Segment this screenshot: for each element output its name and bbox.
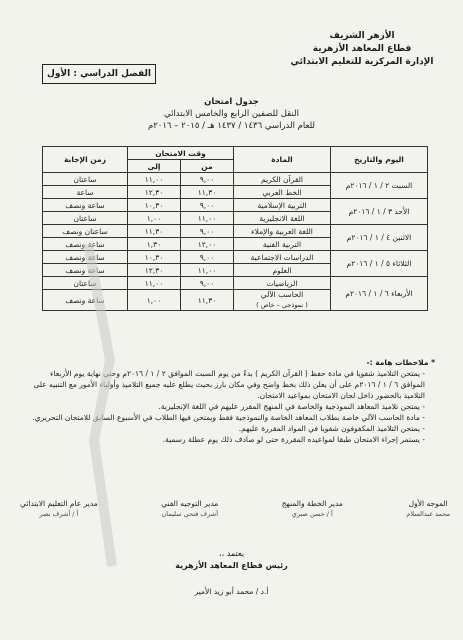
from-cell: ٩,٠٠ — [181, 199, 234, 212]
duration-cell: ساعة — [43, 186, 128, 199]
subject-cell: الرياضيات — [234, 277, 331, 290]
subject-note: ( نموذجي – خاص ) — [256, 301, 308, 309]
title-line-1: جدول امتحان — [204, 97, 259, 107]
approval-block — [0, 548, 463, 598]
signature-block — [282, 498, 343, 520]
to-cell: ١,٠٠ — [128, 212, 181, 225]
approval-title: رئيس قطاع المعاهد الأزهرية — [175, 561, 288, 570]
subject-cell: التربية الإسلامية — [234, 199, 331, 212]
col-day-header: اليوم والتاريخ — [331, 147, 428, 173]
duration-cell: ساعتان — [43, 212, 128, 225]
from-cell: ٩,٠٠ — [181, 225, 234, 238]
signature-block — [161, 498, 218, 520]
duration-cell: ساعة ونصف — [43, 290, 128, 311]
from-cell: ١١,٠٠ — [181, 264, 234, 277]
to-cell: ١٠,٣٠ — [128, 199, 181, 212]
to-cell: ١١,٠٠ — [128, 173, 181, 186]
signatures-row — [20, 498, 450, 520]
header-line-1: الأزهر الشريف — [329, 31, 395, 41]
signature-name: أ / حسن صبري — [291, 510, 333, 518]
note-item: - مادة الحاسب الآلي خاصة بطلاب المعاهد الخاصة والنموذجية فقط ويمتحن فيها الطلاب في الأسبوع السابق للامتحان التحريري. — [32, 413, 425, 422]
term-label-box: الفصل الدراسي : الأول — [42, 64, 156, 84]
subject-cell: الدراسات الاجتماعية — [234, 251, 331, 264]
to-cell: ١١,٠٠ — [128, 277, 181, 290]
day-cell: الاثنين ٤ / ١ / ٢٠١٦م — [331, 225, 428, 251]
subject-name: الحاسب الآلي — [260, 290, 304, 299]
duration-cell: ساعة ونصف — [43, 238, 128, 251]
signature-block — [20, 498, 98, 520]
subject-cell: القرآن الكريم — [234, 173, 331, 186]
signature-block — [406, 498, 450, 520]
note-text: يمتحن التلاميذ شفويا في مادة حفظ ( القرآن الكريم ) بدءً من يوم السبت الموافق ٢ / ١ / ٢٠١٦م وحتى نهاية يوم الأربعاء الموافق ٦ / ١ / ٢٠١٦م على أن يعلن ذلك بخط واضح وفي مكان بارز بحيث يطلع عليه جميع التلاميذ وأولياء الأمور مع التنبيه على التلاميذ بالحضور داخل لجان الامتحان بمواعيد الامتحان. — [33, 369, 425, 400]
subject-cell: اللغة العربية والإملاء — [234, 225, 331, 238]
duration-cell: ساعتان — [43, 277, 128, 290]
note-text: يمتحن التلاميذ المكفوفون شفويا في المواد المقررة عليهم. — [238, 424, 420, 433]
header-line-3: الإدارة المركزية للتعليم الابتدائي — [290, 57, 434, 67]
title-line-2: النقل للصفين الرابع والخامس الابتدائي — [164, 109, 299, 119]
approval-name: أ.د / محمد أبو زيد الأمير — [194, 587, 269, 596]
from-cell: ١١,٣٠ — [181, 186, 234, 199]
signature-name: أ / أشرف نصر — [39, 510, 79, 518]
note-item: - يستمر إجراء الامتحان طبقا لمواعيده المقررة حتى لو صادف ذلك يوم عطلة رسمية. — [162, 435, 425, 444]
signature-title: مدير التوجيه الفني — [161, 499, 219, 508]
to-cell: ١٢,٣٠ — [128, 186, 181, 199]
to-cell: ١١,٣٠ — [128, 225, 181, 238]
duration-cell: ساعة ونصف — [43, 199, 128, 212]
to-cell: ١٢,٣٠ — [128, 264, 181, 277]
table-row — [43, 173, 428, 186]
exam-schedule-table — [42, 146, 428, 311]
header-line-2: قطاع المعاهد الأزهرية — [312, 44, 412, 54]
signature-name: أشرف فتحي سليمان — [161, 510, 218, 518]
note-item: - يمتحن التلاميذ شفويا في مادة حفظ ( القرآن الكريم ) بدءً من يوم السبت الموافق ٢ / ١ / ٢٠١٦م وحتى نهاية يوم الأربعاء الموافق ٦ / ١ / ٢٠١٦م على أن يعلن ذلك بخط واضح وفي مكان بارز بحيث يطلع عليه جميع التلاميذ وأولياء الأمور مع التنبيه على التلاميذ بالحضور داخل لجان الامتحان بمواعيد الامتحان. — [33, 369, 425, 400]
signature-title: مدير عام التعليم الابتدائي — [20, 499, 98, 508]
table-row — [43, 277, 428, 290]
signature-title: الموجه الأول — [408, 499, 448, 508]
to-cell: ١,٠٠ — [128, 290, 181, 311]
institution-header — [287, 30, 437, 69]
duration-cell: ساعة ونصف — [43, 251, 128, 264]
signature-title: مدير الخطة والمنهج — [281, 499, 343, 508]
note-text: يستمر إجراء الامتحان طبقا لمواعيده المقررة حتى لو صادف ذلك يوم عطلة رسمية. — [162, 435, 420, 444]
col-from-header: من — [181, 160, 234, 173]
to-cell: ١,٣٠ — [128, 238, 181, 251]
duration-cell: ساعتان ونصف — [43, 225, 128, 238]
note-item: - يمتحن تلاميذ المعاهد النموذجية والخاصة في المنهج المقرر عليهم في اللغة الإنجليزية. — [158, 402, 425, 411]
col-to-header: إلى — [128, 160, 181, 173]
col-subject-header: المادة — [234, 147, 331, 173]
from-cell: ١١,٠٠ — [181, 212, 234, 225]
day-cell: السبت ٢ / ١ / ٢٠١٦م — [331, 173, 428, 199]
notes-section — [25, 357, 435, 445]
subject-cell: التربية الفنية — [234, 238, 331, 251]
note-text: مادة الحاسب الآلي خاصة بطلاب المعاهد الخاصة والنموذجية فقط ويمتحن فيها الطلاب في الأسبوع السابق للامتحان التحريري. — [32, 413, 420, 422]
from-cell: ٩,٠٠ — [181, 251, 234, 264]
notes-heading: * ملاحظات هامة :- — [366, 358, 435, 367]
table-row — [43, 199, 428, 212]
from-cell: ١٢,٠٠ — [181, 238, 234, 251]
subject-cell: العلوم — [234, 264, 331, 277]
to-cell: ١٠,٣٠ — [128, 251, 181, 264]
day-cell: الثلاثاء ٥ / ١ / ٢٠١٦م — [331, 251, 428, 277]
table-row — [43, 251, 428, 264]
note-item: - يمتحن التلاميذ المكفوفون شفويا في المواد المقررة عليهم. — [238, 424, 425, 433]
day-cell: الأحد ٣ / ١ / ٢٠١٦م — [331, 199, 428, 225]
from-cell: ٩,٠٠ — [181, 173, 234, 186]
col-time-header: وقت الامتحان — [128, 147, 234, 160]
subject-cell — [234, 290, 331, 311]
table-row — [43, 225, 428, 238]
note-text: يمتحن تلاميذ المعاهد النموذجية والخاصة في المنهج المقرر عليهم في اللغة الإنجليزية. — [158, 402, 420, 411]
approval-label: يعتمد ،، — [218, 549, 245, 558]
from-cell: ١١,٣٠ — [181, 290, 234, 311]
day-cell: الأربعاء ٦ / ١ / ٢٠١٦م — [331, 277, 428, 311]
subject-cell: اللغة الانجليزية — [234, 212, 331, 225]
duration-cell: ساعة ونصف — [43, 264, 128, 277]
subject-cell: الخط العربي — [234, 186, 331, 199]
signature-name: محمد عبدالسلام — [406, 510, 450, 518]
col-duration-header: زمن الإجابة — [43, 147, 128, 173]
duration-cell: ساعتان — [43, 173, 128, 186]
title-line-3: للعام الدراسي ١٤٣٦ / ١٤٣٧ هـ / ٢٠١٥ – ٢٠١٦م — [147, 121, 316, 131]
document-title — [0, 96, 463, 132]
from-cell: ٩,٠٠ — [181, 277, 234, 290]
